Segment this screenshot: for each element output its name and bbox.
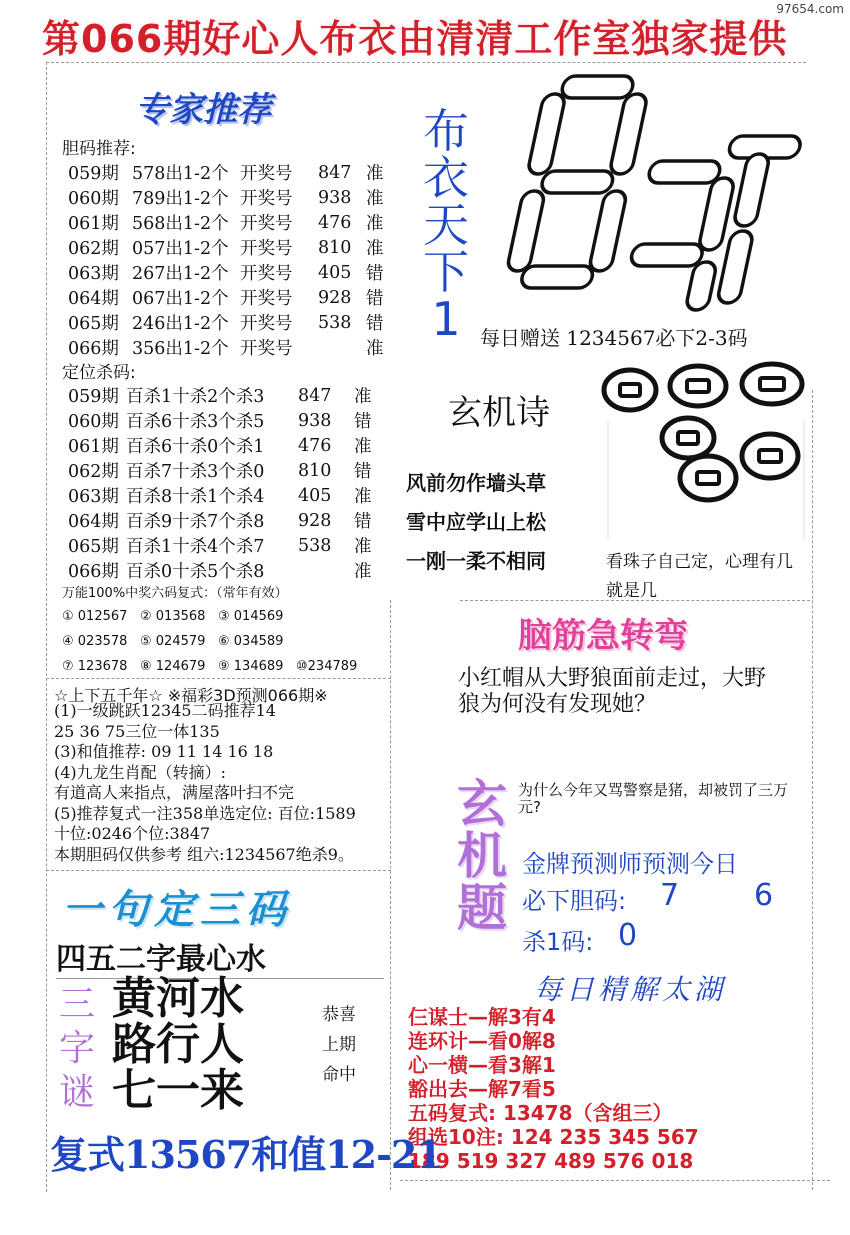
riddle-label-char: 题 bbox=[457, 878, 507, 937]
dan-number: 476 bbox=[318, 212, 352, 233]
dan-row bbox=[68, 335, 384, 360]
dan-pick: 057出1-2个 bbox=[132, 239, 229, 259]
must-label: 必下胆码: bbox=[522, 887, 627, 915]
dan-label: 开奖号 bbox=[240, 289, 293, 309]
riddle-label-char: 机 bbox=[457, 826, 507, 885]
dan-table bbox=[68, 160, 384, 360]
dan-number bbox=[318, 335, 366, 360]
kill-row bbox=[68, 483, 372, 508]
kill-one-digit: 0 bbox=[618, 918, 638, 953]
kill-number: 928 bbox=[298, 510, 332, 531]
dan-result: 准 bbox=[366, 339, 384, 359]
kill-row bbox=[68, 508, 372, 533]
top-frame-line bbox=[46, 62, 806, 63]
beads-graphic bbox=[600, 360, 815, 545]
forecast-line: 本期胆码仅供参考 组六:1234567绝杀9。 bbox=[54, 844, 354, 864]
kill-result: 错 bbox=[354, 512, 372, 532]
dan-period: 063期 bbox=[68, 264, 119, 284]
dan-number: 928 bbox=[318, 287, 352, 308]
site-watermark: 97654.com bbox=[776, 2, 844, 16]
riddle-label bbox=[452, 774, 512, 937]
kill-row bbox=[68, 433, 372, 458]
kill-period: 063期 bbox=[68, 487, 119, 507]
three-char-line: 黄河水 bbox=[112, 973, 244, 1024]
taihu-line: 连环计—看0解8 bbox=[408, 1029, 556, 1053]
budao-char: 天 bbox=[423, 198, 469, 252]
left-frame-line bbox=[46, 62, 47, 1192]
congrats-text bbox=[322, 1000, 356, 1090]
taihu-line: 五码复式: 13478（含组三） bbox=[408, 1101, 673, 1125]
forecast-heading: ☆上下五千年☆ ※福彩3D预测066期※ bbox=[54, 686, 328, 705]
dan-number: 938 bbox=[318, 187, 352, 208]
brain-title: 脑筋急转弯 bbox=[518, 616, 688, 656]
dan-label: 胆码推荐: bbox=[62, 139, 136, 159]
kill-one-label: 杀1码: bbox=[522, 928, 594, 956]
center-frame-line bbox=[390, 600, 391, 1190]
dan-label: 开奖号 bbox=[240, 214, 293, 234]
kill-result: 准 bbox=[354, 562, 372, 582]
kill-period: 060期 bbox=[68, 412, 119, 432]
bead-caption: 看珠子自己定，心理有几就是几 bbox=[606, 552, 793, 601]
dan-result: 准 bbox=[366, 164, 384, 184]
dan-row bbox=[68, 310, 384, 335]
kill-result: 错 bbox=[354, 412, 372, 432]
six-code: ⑥ 034589 bbox=[218, 634, 284, 649]
forecast-line: (3)和值推荐: 09 11 14 16 18 bbox=[54, 742, 274, 761]
poem-line: 风前勿作墙头草 bbox=[406, 471, 546, 495]
budao-char: 1 bbox=[431, 292, 461, 346]
kill-pick: 百杀1十杀2个杀3 bbox=[126, 387, 265, 407]
dan-result: 准 bbox=[366, 214, 384, 234]
dan-number: 847 bbox=[318, 162, 352, 183]
kill-pick: 百杀8十杀1个杀4 bbox=[126, 487, 265, 507]
kill-number: 405 bbox=[298, 485, 332, 506]
kill-pick: 百杀1十杀4个杀7 bbox=[126, 537, 265, 557]
six-code: ⑩234789 bbox=[296, 659, 358, 674]
six-code: ③ 014569 bbox=[218, 609, 284, 624]
six-code: ⑧ 124679 bbox=[140, 659, 206, 674]
page-title: 第066期好心人布衣由清清工作室独家提供 bbox=[42, 17, 788, 61]
kill-row bbox=[68, 558, 372, 583]
congrats-line: 命中 bbox=[322, 1065, 356, 1085]
congrats-line: 上期 bbox=[322, 1035, 356, 1055]
six-code-row bbox=[62, 604, 374, 629]
three-char-line: 七一来 bbox=[112, 1065, 244, 1116]
taihu-line: 仨谋士—解3有4 bbox=[408, 1005, 556, 1029]
poem-title: 玄机诗 bbox=[448, 393, 550, 433]
dan-pick: 356出1-2个 bbox=[132, 339, 229, 359]
dan-pick: 067出1-2个 bbox=[132, 289, 229, 309]
three-char-lines bbox=[112, 973, 244, 1116]
dan-row bbox=[68, 235, 384, 260]
kill-result: 错 bbox=[354, 462, 372, 482]
taihu-title: 每日精解太湖 bbox=[534, 973, 727, 1006]
dan-label: 开奖号 bbox=[240, 314, 293, 334]
three-char-line: 路行人 bbox=[112, 1019, 244, 1070]
dan-pick: 578出1-2个 bbox=[132, 164, 229, 184]
dan-period: 060期 bbox=[68, 189, 119, 209]
kill-pick: 百杀6十杀0个杀1 bbox=[126, 437, 265, 457]
kill-period: 062期 bbox=[68, 462, 119, 482]
kill-row bbox=[68, 458, 372, 483]
dan-result: 准 bbox=[366, 189, 384, 209]
gold-title: 金牌预测师预测今日 bbox=[522, 850, 738, 878]
six-codes-title: 万能100%中奖六码复式：（常年有效） bbox=[62, 586, 288, 601]
taihu-line: 组选10注: 124 235 345 567 bbox=[408, 1125, 699, 1149]
dan-result: 错 bbox=[366, 314, 384, 334]
kill-row bbox=[68, 383, 372, 408]
six-code: ④ 023578 bbox=[62, 634, 128, 649]
kill-number: 938 bbox=[298, 410, 332, 431]
six-code-row bbox=[62, 654, 374, 679]
dan-number: 810 bbox=[318, 237, 352, 258]
forecast-line: (4)九龙生肖配（转摘）: bbox=[54, 762, 227, 782]
dan-label: 开奖号 bbox=[240, 164, 293, 184]
dan-period: 062期 bbox=[68, 239, 119, 259]
poem-lines bbox=[406, 464, 546, 581]
dan-label: 开奖号 bbox=[240, 239, 293, 259]
six-code: ⑤ 024579 bbox=[140, 634, 206, 649]
kill-number bbox=[298, 558, 354, 583]
one-sentence-phrase: 四五二字最心水 bbox=[56, 934, 384, 979]
poem-line: 一刚一柔不相同 bbox=[406, 549, 546, 573]
kill-number: 847 bbox=[298, 385, 332, 406]
forecast-line: 十位:0246个位:3847 bbox=[54, 824, 211, 843]
dan-pick: 267出1-2个 bbox=[132, 264, 229, 284]
dan-label: 开奖号 bbox=[240, 189, 293, 209]
kill-number: 810 bbox=[298, 460, 332, 481]
six-code-row bbox=[62, 629, 374, 654]
budao-vertical-title bbox=[420, 104, 472, 346]
compound-bet: 复式13567和值12-21 bbox=[50, 1132, 442, 1177]
three-char-label bbox=[54, 983, 100, 1115]
dan-label: 开奖号 bbox=[240, 339, 293, 359]
budao-char: 衣 bbox=[423, 151, 469, 205]
budao-char: 布 bbox=[423, 104, 469, 158]
expert-title: 专家推荐 bbox=[135, 90, 271, 130]
dan-row bbox=[68, 185, 384, 210]
dan-period: 059期 bbox=[68, 164, 119, 184]
kill-result: 准 bbox=[354, 537, 372, 557]
must-digit-a: 7 bbox=[660, 878, 680, 913]
dan-result: 错 bbox=[366, 289, 384, 309]
kill-result: 准 bbox=[354, 387, 372, 407]
dan-pick: 246出1-2个 bbox=[132, 314, 229, 334]
brain-text: 小红帽从大野狼面前走过，大野狼为何没有发现她？ bbox=[458, 666, 767, 717]
three-char-label-char: 谜 bbox=[58, 1072, 95, 1113]
dan-period: 061期 bbox=[68, 214, 119, 234]
one-sentence-title: 一句定三码 bbox=[62, 886, 292, 933]
dan-row bbox=[68, 210, 384, 235]
taihu-lines bbox=[408, 1005, 699, 1173]
dan-number: 405 bbox=[318, 262, 352, 283]
kill-row bbox=[68, 408, 372, 433]
dan-number: 538 bbox=[318, 312, 352, 333]
six-code: ⑨ 134689 bbox=[218, 659, 284, 674]
kill-pick: 百杀9十杀7个杀8 bbox=[126, 512, 265, 532]
taihu-line: 心一横—看3解1 bbox=[408, 1053, 556, 1077]
forecast-line: (5)推荐复式一注358单选定位: 百位:1589 bbox=[54, 803, 356, 823]
forecast-line: 有道高人来指点，满屋落叶扫不完 bbox=[54, 783, 295, 802]
kill-period: 061期 bbox=[68, 437, 119, 457]
forecast-line: (1)一级跳跃12345二码推荐14 bbox=[54, 701, 276, 720]
kill-table bbox=[68, 383, 372, 583]
three-char-label-char: 三 bbox=[58, 984, 95, 1025]
dan-period: 064期 bbox=[68, 289, 119, 309]
bottom-frame-line bbox=[400, 1180, 830, 1181]
six-code: ② 013568 bbox=[140, 609, 206, 624]
dan-pick: 568出1-2个 bbox=[132, 214, 229, 234]
taihu-line: 豁出去—解7看5 bbox=[408, 1077, 556, 1101]
kill-pick: 百杀0十杀5个杀8 bbox=[126, 562, 265, 582]
must-digit-b: 6 bbox=[754, 878, 774, 913]
kill-label: 定位杀码: bbox=[62, 363, 136, 383]
three-char-label-char: 字 bbox=[58, 1028, 95, 1069]
kill-number: 538 bbox=[298, 535, 332, 556]
kill-pick: 百杀7十杀3个杀0 bbox=[126, 462, 265, 482]
budao-char: 下 bbox=[423, 245, 469, 299]
congrats-line: 恭喜 bbox=[322, 1005, 356, 1025]
kill-row bbox=[68, 533, 372, 558]
kill-period: 064期 bbox=[68, 512, 119, 532]
taihu-line: 189 519 327 489 576 018 bbox=[408, 1149, 694, 1173]
kill-period: 065期 bbox=[68, 537, 119, 557]
dan-pick: 789出1-2个 bbox=[132, 189, 229, 209]
kill-result: 准 bbox=[354, 437, 372, 457]
digits-837-graphic bbox=[482, 66, 812, 326]
riddle-question: 为什么今年又骂警察是猪，却被罚了三万元? bbox=[518, 781, 789, 816]
six-code: ① 012567 bbox=[62, 609, 128, 624]
dan-row bbox=[68, 260, 384, 285]
poem-line: 雪中应学山上松 bbox=[406, 510, 546, 534]
kill-result: 准 bbox=[354, 487, 372, 507]
forecast-lines bbox=[54, 701, 356, 865]
kill-number: 476 bbox=[298, 435, 332, 456]
dan-period: 066期 bbox=[68, 339, 119, 359]
six-codes bbox=[62, 604, 374, 679]
dan-result: 准 bbox=[366, 239, 384, 259]
dan-row bbox=[68, 285, 384, 310]
dan-period: 065期 bbox=[68, 314, 119, 334]
six-code: ⑦ 123678 bbox=[62, 659, 128, 674]
daily-gift: 每日赠送 1234567必下2-3码 bbox=[480, 326, 748, 350]
divider-one-sentence bbox=[46, 870, 391, 871]
dan-result: 错 bbox=[366, 264, 384, 284]
dan-label: 开奖号 bbox=[240, 264, 293, 284]
kill-pick: 百杀6十杀3个杀5 bbox=[126, 412, 265, 432]
forecast-line: 25 36 75三位一体135 bbox=[54, 721, 220, 741]
dan-row bbox=[68, 160, 384, 185]
kill-period: 066期 bbox=[68, 562, 119, 582]
riddle-label-char: 玄 bbox=[457, 774, 507, 833]
kill-period: 059期 bbox=[68, 387, 119, 407]
